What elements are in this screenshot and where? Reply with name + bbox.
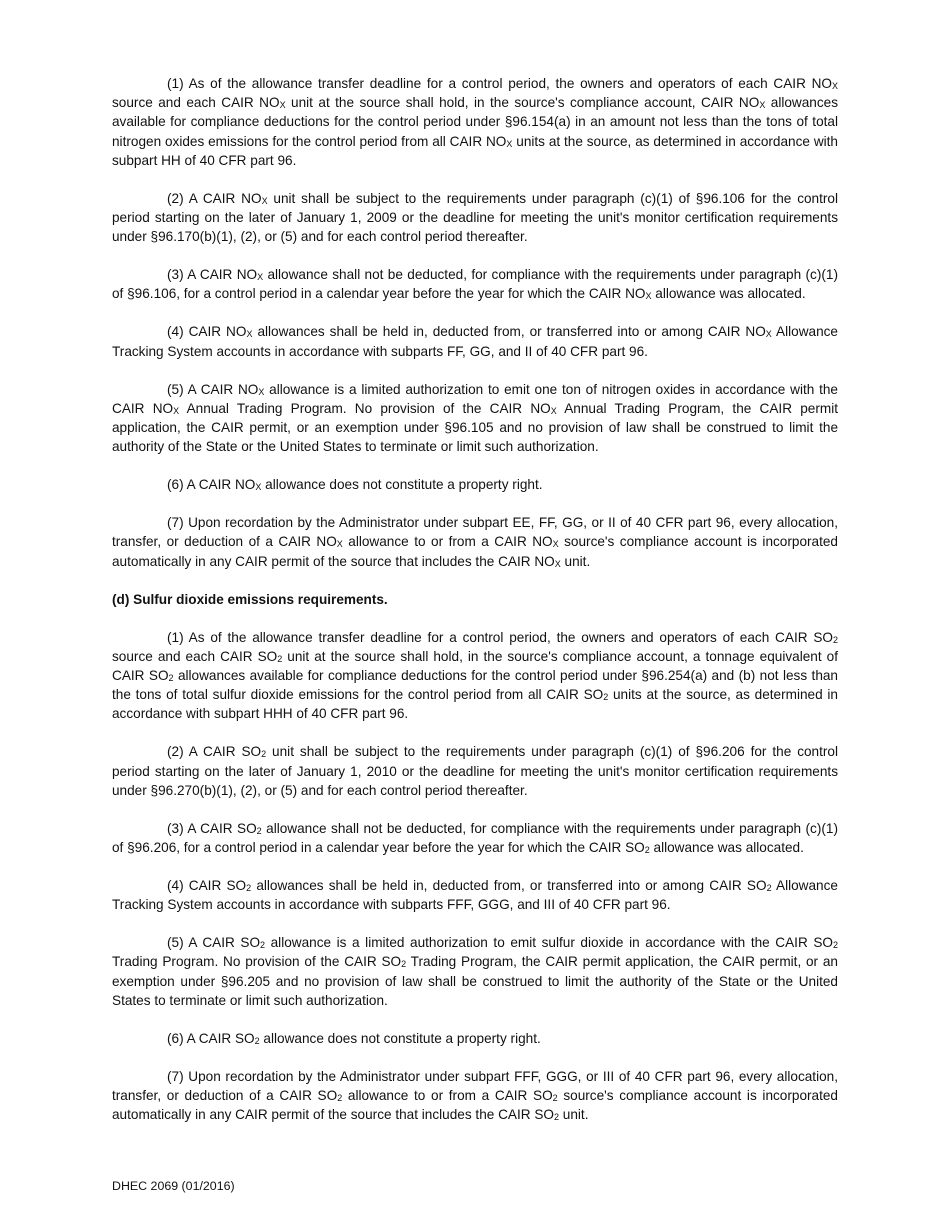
subscript: 2 [246,883,252,894]
text-run: (2) A CAIR SO [167,744,262,760]
subscript: 2 [603,692,609,703]
nox-paragraph-7 [112,513,838,571]
text-run: unit at the source shall hold, in the source's compliance account, a tonnage equivalent of CAIR SO [112,648,839,684]
document-body [112,74,838,1143]
text-run: source and each CAIR SO [112,648,278,664]
so2-paragraph-2 [112,742,838,800]
text-run: (7) Upon recordation by the Administrator under subpart EE, FF, GG, or II of 40 CFR part 96, every allocation, transfer, or deduction of a CAIR NO [112,515,838,550]
text-run: (1) As of the allowance transfer deadline for a control period, the owners and operators of each CAIR NO [167,76,832,91]
text-run: allowance is a limited authorization to emit one ton of nitrogen oxides in accordance with the CAIR NO [112,381,838,416]
subscript: 2 [261,749,267,760]
subscript: 2 [254,1035,260,1046]
text-run: allowance shall not be deducted, for compliance with the requirements under paragraph (c)(1) of §96.206, for a control period in a calendar year before the year for which the CAIR SO [112,820,838,856]
subscript: 2 [168,673,174,684]
text-run: (2) A CAIR NO [167,190,262,206]
text-run: Allowance Tracking System accounts in accordance with subparts FFF, GGG, and III of 40 CFR part 96. [112,878,838,913]
so2-paragraph-3 [112,819,838,857]
so2-paragraph-1 [112,628,838,724]
subscript: X [257,272,264,283]
so2-requirements-section [112,628,838,1125]
text-run: (5) A CAIR SO [167,935,261,951]
text-run: (3) A CAIR NO [167,267,258,283]
text-run: allowance is a limited authorization to emit sulfur dioxide in accordance with the CAIR SO [265,935,833,951]
text-run: allowances shall be held in, deducted from, or transferred into or among CAIR SO [251,878,767,894]
text-run: Allowance Tracking System accounts in accordance with subparts FF, GG, and II of 40 CFR part 96. [112,324,838,359]
subscript: 2 [766,883,772,894]
subscript: 2 [554,1112,560,1123]
nox-paragraph-6 [112,475,838,494]
subscript: 2 [277,653,283,664]
text-run: Trading Program, the CAIR permit application, the CAIR permit, or an exemption under §96.205 and no provision of law shall be construed to limit the authority of the State or the United States to terminate or limit such authorization. [112,954,838,1008]
text-run: (6) A CAIR SO [167,1030,255,1046]
text-run: unit. [560,553,591,569]
so2-paragraph-7 [112,1067,838,1125]
text-run: unit shall be subject to the requirements under paragraph (c)(1) of §96.206 for the control period starting on the later of January 1, 2010 or the deadline for meeting the unit's monitor certification requirements under §96.270(b)(1), (2), or (5) and for each control period thereafter. [112,744,838,798]
text-run: (1) As of the allowance transfer deadline for a control period, the owners and operators of each CAIR SO [167,629,833,645]
subscript: 2 [401,959,407,970]
text-run: (5) A CAIR NO [167,381,259,397]
text-run: allowances available for compliance deductions for the control period under §96.154(a) in an amount not less than the tons of total nitrogen oxides emissions for the control period from all CAIR NO [112,95,839,149]
nox-paragraph-1 [112,74,838,170]
subscript: X [261,195,268,206]
subscript: 2 [337,1093,343,1104]
text-run: unit. [559,1107,589,1123]
subscript: X [255,482,262,493]
so2-paragraph-6 [112,1029,838,1048]
text-run: source and each CAIR NO [112,95,280,111]
subscript: 2 [256,825,262,836]
text-run: source's compliance account is incorporated automatically in any CAIR permit of the source that includes the CAIR NO [112,534,838,569]
text-run: Annual Trading Program, the CAIR permit application, the CAIR permit, or an exemption under §96.105 and no provision of law shall be construed to limit the authority of the State or the United States to terminate or limit such authorization. [112,400,838,455]
subscript: 2 [552,1093,558,1104]
subscript: X [831,81,838,91]
text-run: allowance to or from a CAIR SO [342,1088,553,1104]
nox-paragraph-5 [112,380,838,457]
nox-paragraph-4 [112,322,838,360]
so2-paragraph-5 [112,933,838,1010]
text-run: Trading Program. No provision of the CAIR SO [112,954,402,970]
text-run: allowance was allocated. [651,286,806,302]
nox-paragraph-2 [112,189,838,247]
subscript: 2 [260,940,266,951]
text-run: Annual Trading Program. No provision of the CAIR NO [179,400,551,416]
text-run: unit at the source shall hold, in the source's compliance account, CAIR NO [285,95,760,111]
subscript: X [506,138,513,149]
section-heading: (d) Sulfur dioxide emissions requirements. [112,591,388,607]
so2-paragraph-4 [112,876,838,914]
text-run: (7) Upon recordation by the Administrator under subpart FFF, GGG, or III of 40 CFR part 96, every allocation, transfer, or deduction of a CAIR SO [112,1068,838,1104]
text-run: allowance does not constitute a property right. [261,477,543,493]
text-run: allowances available for compliance deductions for the control period under §96.254(a) and (b) not less than the tons of total sulfur dioxide emissions for the control period from all CAIR SO [112,668,838,703]
subscript: 2 [832,940,838,951]
text-run: (4) CAIR SO [167,878,247,894]
nox-requirements-section [112,74,838,571]
form-footer: DHEC 2069 (01/2016) [112,1179,235,1193]
text-run: (4) CAIR NO [167,324,247,340]
text-run: allowance does not constitute a property right. [259,1030,541,1046]
text-run: (6) A CAIR NO [167,477,256,493]
text-run: units at the source, as determined in accordance with subpart HH of 40 CFR part 96. [112,133,838,168]
text-run: allowance shall not be deducted, for compliance with the requirements under paragraph (c)(1) of §96.106, for a control period in a calendar year before the year for which the CAIR NO [112,267,838,302]
subscript: X [645,291,652,302]
subscript: X [550,405,557,416]
text-run: allowance to or from a CAIR NO [342,534,553,550]
subscript: X [552,539,559,550]
subscript: X [173,405,180,416]
text-run: unit shall be subject to the requirements under paragraph (c)(1) of §96.106 for the control period starting on the later of January 1, 2009 or the deadline for meeting the unit's monitor certification requirements under §96.170(b)(1), (2), or (5) and for each control period thereafter. [112,190,838,245]
text-run: allowances shall be held in, deducted from, or transferred into or among CAIR NO [252,324,766,340]
subscript: X [759,100,766,111]
subscript: X [246,329,253,340]
text-run: (3) A CAIR SO [167,820,257,836]
text-run: source's compliance account is incorporated automatically in any CAIR permit of the source that includes the CAIR SO [112,1088,838,1123]
nox-paragraph-3 [112,265,838,303]
subscript: X [258,386,265,397]
subscript: X [336,539,343,550]
subscript: X [279,100,286,111]
subscript: X [765,329,772,340]
subscript: 2 [832,634,838,645]
text-run: units at the source, as determined in accordance with subpart HHH of 40 CFR part 96. [112,687,838,722]
subscript: X [554,558,561,569]
text-run: allowance was allocated. [649,840,804,856]
subscript: 2 [644,845,650,856]
